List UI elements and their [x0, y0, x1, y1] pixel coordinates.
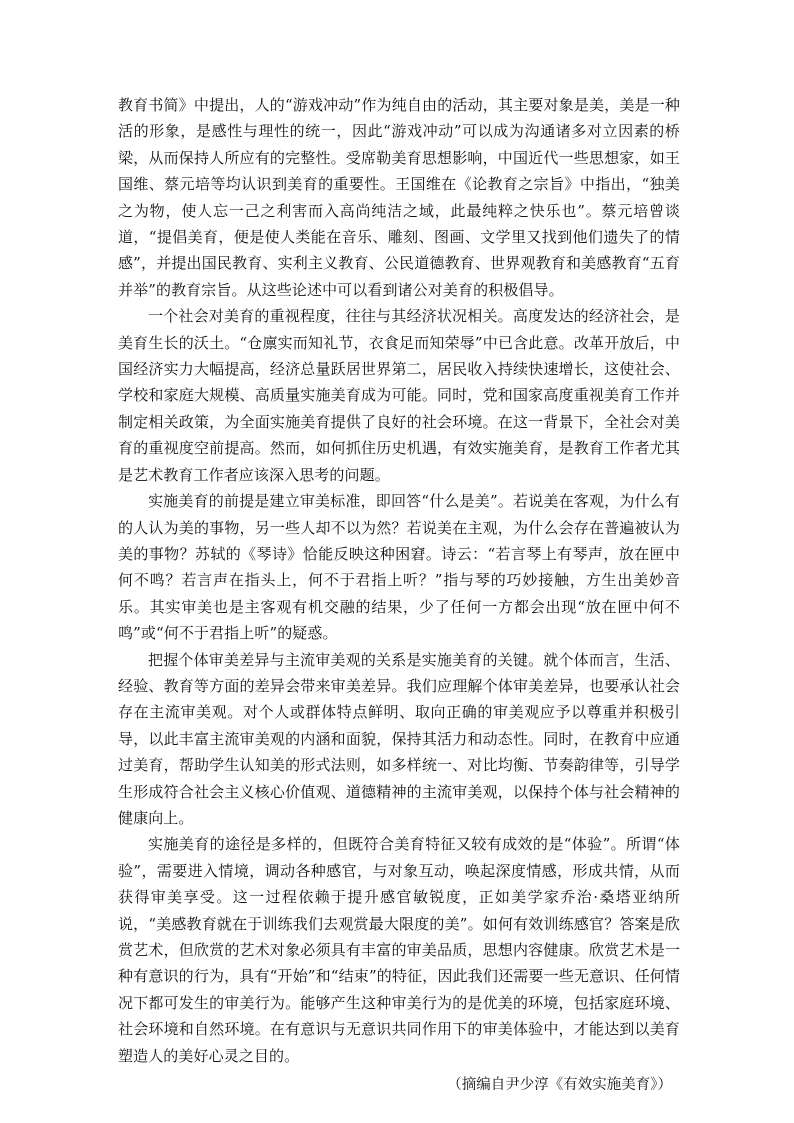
paragraph-2: 一个社会对美育的重视程度，往往与其经济状况相关。高度发达的经济社会，是美育生长的沃土。“仓廪实而知礼节，衣食足而知荣辱”中已含此意。改革开放后，中国经济实力大幅提高，经济总量跃居世界第二，居民收入持续快速增长，这使社会、学校和家庭大规模、高质量实施美育成为可能。同时，党和国家高度重视美育工作并制定相关政策，为全面实施美育提供了良好的社会环境。在这一背景下，全社会对美育的重视度空前提高。然而，如何抓住历史机遇，有效实施美育，是教育工作者尤其是艺术教育工作者应该深入思考的问题。 [118, 307, 680, 484]
paragraph-1: 教育书简》中提出，人的“游戏冲动”作为纯自由的活动，其主要对象是美，美是一种活的形象，是感性与理性的统一，因此“游戏冲动”可以成为沟通诸多对立因素的桥梁，从而保持人所应有的完整性。受席勒美育思想影响，中国近代一些思想家，如王国维、蔡元培等均认识到美育的重要性。王国维在《论教育之宗旨》中指出，“独美之为物，使人忘一己之利害而入高尚纯洁之域，此最纯粹之快乐也”。蔡元培曾谈道，“提倡美育，便是使人类能在音乐、雕刻、图画、文学里又找到他们遗失了的情感”，并提出国民教育、实利主义教育、公民道德教育、世界观教育和美感教育“五育并举”的教育宗旨。从这些论述中可以看到诸公对美育的积极倡导。 [118, 96, 680, 299]
document-page [118, 92, 680, 1097]
paragraph-5: 实施美育的途径是多样的，但既符合美育特征又较有成效的是“体验”。所谓“体验”，需要进入情境，调动各种感官，与对象互动，唤起深度情感，形成共情，从而获得审美享受。这一过程依赖于提升感官敏锐度，正如美学家乔治·桑塔亚纳所说，“美感教育就在于训练我们去观赏最大限度的美”。如何有效训练感官？答案是欣赏艺术，但欣赏的艺术对象必须具有丰富的审美品质，思想内容健康。欣赏艺术是一种有意识的行为，具有“开始”和“结束”的特征，因此我们还需要一些无意识、任何情况下都可发生的审美行为。能够产生这种审美行为的是优美的环境，包括家庭环境、社会环境和自然环境。在有意识与无意识共同作用下的审美体验中，才能达到以美育塑造人的美好心灵之目的。 [118, 835, 680, 1065]
paragraph-4: 把握个体审美差异与主流审美观的关系是实施美育的关键。就个体而言，生活、经验、教育等方面的差异会带来审美差异。我们应理解个体审美差异，也要承认社会存在主流审美观。对个人或群体特点鲜明、取向正确的审美观应予以尊重并积极引导，以此丰富主流审美观的内涵和面貌，保持其活力和动态性。同时，在教育中应通过美育，帮助学生认知美的形式法则，如多样统一、对比均衡、节奏韵律等，引导学生形成符合社会主义核心价值观、道德精神的主流审美观，以保持个体与社会精神的健康向上。 [118, 650, 680, 827]
source-citation: （摘编自尹少淳《有效实施美育》） [447, 1077, 672, 1094]
paragraph-3: 实施美育的前提是建立审美标准，即回答“什么是美”。若说美在客观，为什么有的人认为美的事物，另一些人却不以为然？若说美在主观，为什么会存在普遍被认为美的事物？苏轼的《琴诗》恰能反映这种困窘。诗云：“若言琴上有琴声，放在匣中何不鸣？若言声在指头上，何不于君指上听？”指与琴的巧妙接触，方生出美妙音乐。其实审美也是主客观有机交融的结果，少了任何一方都会出现“放在匣中何不鸣”或“何不于君指上听”的疑惑。 [118, 492, 680, 643]
